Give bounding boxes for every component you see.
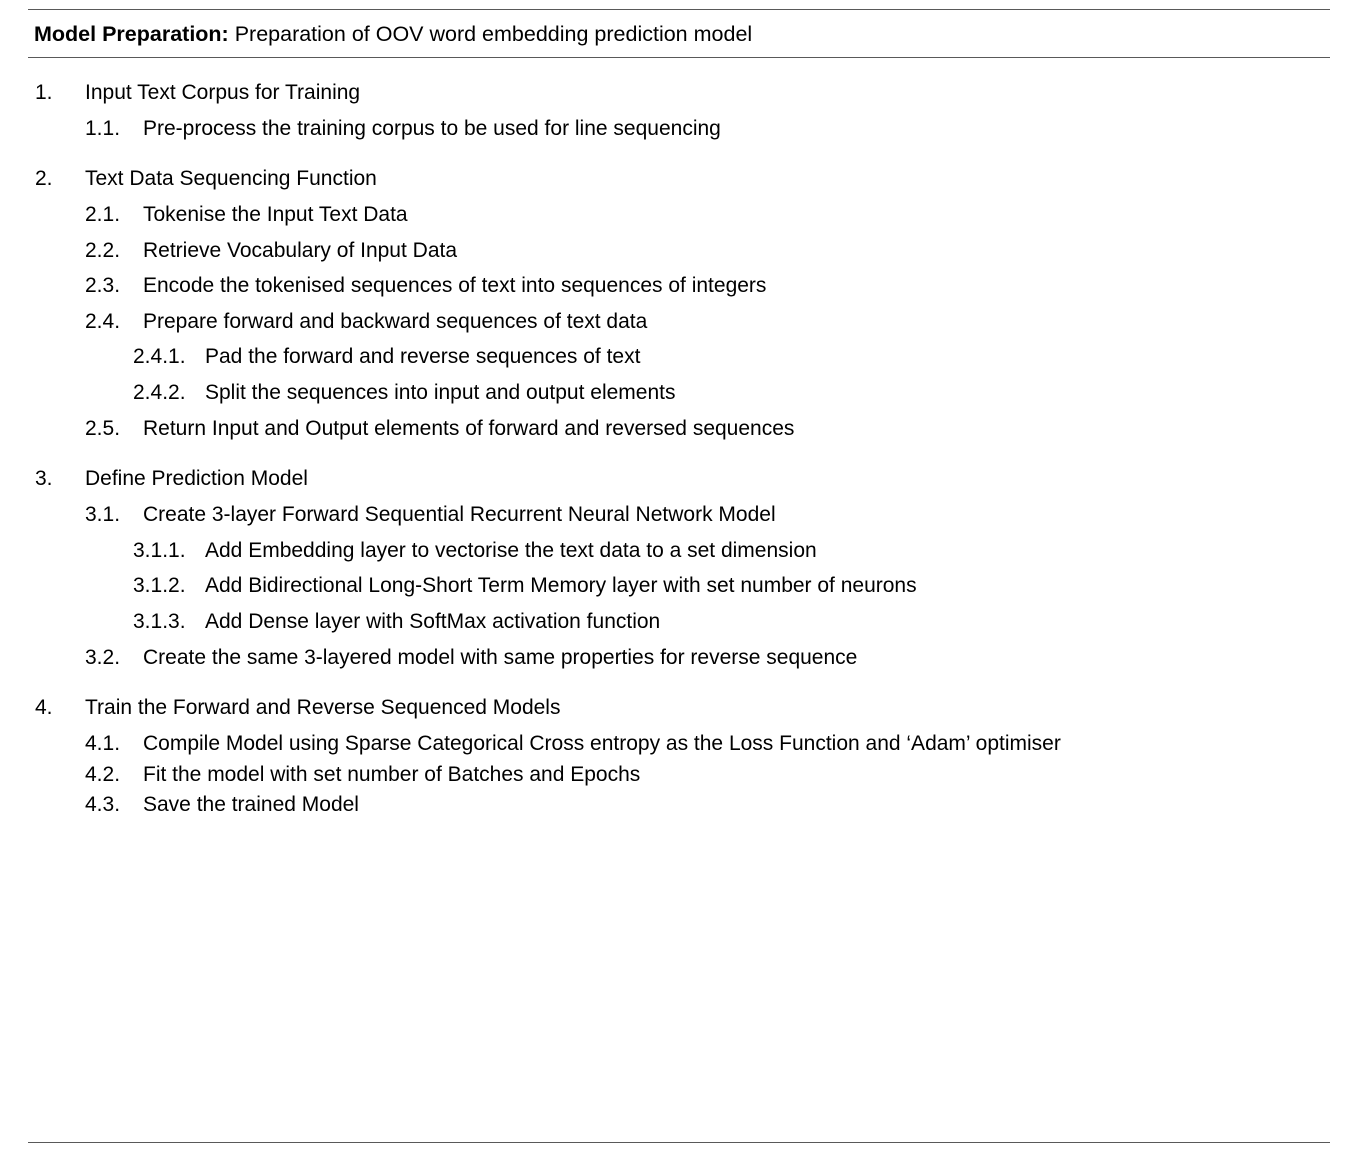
item-number: 2.4.1.	[133, 345, 186, 369]
item-number: 4.1.	[85, 732, 121, 756]
outline-item-level2	[28, 645, 1330, 672]
item-text: Split the sequences into input and output elements	[205, 381, 676, 405]
outline-item-level2	[28, 792, 1330, 819]
item-number: 3.1.	[85, 503, 121, 527]
item-number: 2.3.	[85, 274, 121, 298]
item-text: Text Data Sequencing Function	[85, 167, 377, 191]
item-number: 2.1.	[85, 202, 121, 226]
outline-item-level2	[28, 762, 1330, 789]
caption-label: Model Preparation:	[34, 22, 229, 46]
outline-item-level3	[28, 344, 1330, 371]
item-text: Define Prediction Model	[85, 467, 308, 491]
item-number: 4.	[35, 696, 53, 720]
outline-section	[28, 466, 1330, 671]
outline-item-level3	[28, 380, 1330, 407]
item-text: Pre-process the training corpus to be used for line sequencing	[143, 116, 721, 140]
item-number: 2.4.2.	[133, 381, 186, 405]
item-text: Save the trained Model	[143, 793, 359, 817]
outline-item-level2	[28, 202, 1330, 229]
outline-section	[28, 80, 1330, 142]
item-text: Create the same 3-layered model with same properties for reverse sequence	[143, 645, 858, 669]
outline-list	[28, 58, 1330, 819]
item-number: 3.2.	[85, 645, 121, 669]
item-text: Compile Model using Sparse Categorical Cross entropy as the Loss Function and ‘Adam’ optimiser	[143, 732, 1061, 756]
item-text: Encode the tokenised sequences of text into sequences of integers	[143, 274, 767, 298]
outline-item-level2	[28, 502, 1330, 529]
caption-text: Preparation of OOV word embedding prediction model	[228, 22, 753, 46]
item-text: Create 3-layer Forward Sequential Recurrent Neural Network Model	[143, 503, 776, 527]
item-number: 4.2.	[85, 762, 121, 786]
caption-header	[28, 10, 1330, 57]
outline-item-level3	[28, 573, 1330, 600]
item-text: Add Embedding layer to vectorise the text data to a set dimension	[205, 538, 817, 562]
item-text: Add Dense layer with SoftMax activation function	[205, 610, 661, 634]
outline-item-level2	[28, 273, 1330, 300]
item-number: 3.1.2.	[133, 574, 186, 598]
item-text: Fit the model with set number of Batches and Epochs	[143, 762, 641, 786]
outline-section	[28, 695, 1330, 819]
item-number: 2.5.	[85, 416, 121, 440]
item-text: Tokenise the Input Text Data	[143, 202, 408, 226]
outline-item-level2	[28, 238, 1330, 265]
item-number: 1.1.	[85, 116, 121, 140]
item-text: Retrieve Vocabulary of Input Data	[143, 238, 458, 262]
item-text: Add Bidirectional Long-Short Term Memory layer with set number of neurons	[205, 574, 917, 598]
item-number: 2.4.	[85, 309, 121, 333]
bottom-divider-wrap	[28, 1142, 1330, 1143]
outline-item-level1	[28, 695, 1330, 722]
item-text: Input Text Corpus for Training	[85, 80, 361, 104]
item-number: 3.	[35, 467, 53, 491]
outline-item-level1	[28, 166, 1330, 193]
outline-item-level1	[28, 80, 1330, 107]
item-text: Return Input and Output elements of forward and reversed sequences	[143, 416, 795, 440]
outline-item-level3	[28, 609, 1330, 636]
item-number: 2.2.	[85, 238, 121, 262]
outline-item-level2	[28, 731, 1330, 758]
bottom-divider	[28, 1142, 1330, 1143]
item-number: 3.1.3.	[133, 610, 192, 634]
item-text: Train the Forward and Reverse Sequenced Models	[85, 696, 561, 720]
item-text: Pad the forward and reverse sequences of text	[205, 345, 641, 369]
item-number: 3.1.1.	[133, 538, 186, 562]
outline-item-level2	[28, 116, 1330, 143]
outline-item-level2	[28, 309, 1330, 336]
outline-item-level2	[28, 416, 1330, 443]
item-number: 4.3.	[85, 793, 121, 817]
item-number: 1.	[35, 80, 53, 104]
outline-section	[28, 166, 1330, 442]
item-number: 2.	[35, 167, 53, 191]
document-page	[0, 9, 1358, 1157]
outline-item-level3	[28, 538, 1330, 565]
outline-item-level1	[28, 466, 1330, 493]
item-text: Prepare forward and backward sequences of text data	[143, 309, 648, 333]
